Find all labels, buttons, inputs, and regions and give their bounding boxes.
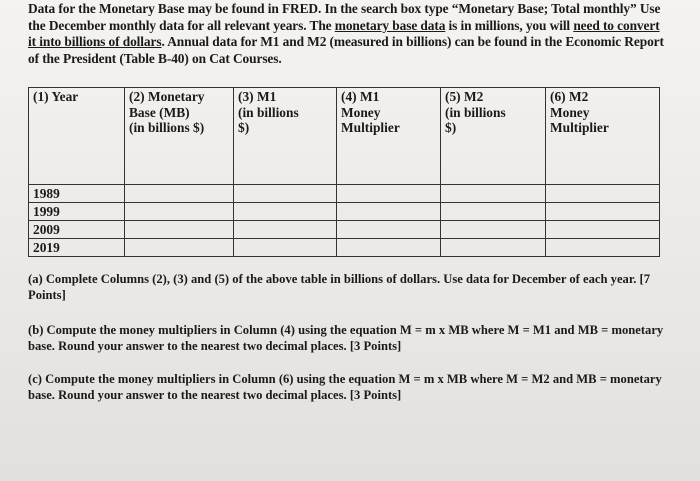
- header-m2-line2: (in billions: [445, 104, 506, 120]
- m2-multiplier-cell[interactable]: [546, 185, 660, 203]
- m2-multiplier-cell[interactable]: [546, 239, 660, 257]
- monetary-base-cell[interactable]: [125, 203, 234, 221]
- header-year: [29, 88, 125, 185]
- header-m1m-line3: Multiplier: [341, 120, 400, 135]
- m1-multiplier-cell[interactable]: [337, 185, 441, 203]
- m1-cell[interactable]: [234, 185, 337, 203]
- monetary-base-cell[interactable]: [125, 221, 234, 239]
- intro-paragraph: [28, 1, 668, 67]
- year-cell: 2019: [29, 239, 125, 257]
- monetary-base-cell[interactable]: [125, 239, 234, 257]
- intro-text-3: is in millions, you will: [445, 17, 574, 33]
- header-m1m-line2: Money: [341, 104, 381, 120]
- table-row: [29, 203, 660, 221]
- table-row: [29, 185, 660, 203]
- header-mb-line3: (in billions $): [129, 120, 205, 135]
- header-m1m-line1: (4) M1: [341, 89, 380, 104]
- header-mb-line2: Base (MB): [129, 104, 190, 120]
- question-a-text: (a) Complete Columns (2), (3) and (5) of the above table in billions of dollars. Use data for December of each year. [7 Points]: [28, 272, 651, 302]
- header-m2m-line3: Multiplier: [550, 120, 609, 135]
- question-c: [28, 372, 678, 403]
- m2-cell[interactable]: [441, 221, 546, 239]
- header-year-line1: (1) Year: [33, 89, 79, 104]
- year-cell: 1989: [29, 185, 125, 203]
- m1-cell[interactable]: [234, 239, 337, 257]
- header-m2m-line2: Money: [550, 104, 590, 120]
- header-m1-multiplier: [337, 88, 441, 185]
- intro-emphasis-december: December monthly data: [48, 17, 185, 33]
- m1-multiplier-cell[interactable]: [337, 221, 441, 239]
- m2-cell[interactable]: [441, 203, 546, 221]
- header-m1-line3: $): [238, 120, 250, 135]
- intro-text-2: for all relevant years. The: [184, 17, 335, 33]
- question-c-text: (c) Compute the money multipliers in Column (6) using the equation M = m x MB where M = M2 and MB = monetary base. Round your answer to the nearest two decimal places. [3 Points]: [28, 372, 662, 402]
- question-b: [28, 323, 678, 354]
- header-m2-line1: (5) M2: [445, 89, 484, 104]
- m1-cell[interactable]: [234, 203, 337, 221]
- intro-text-1: Data for the Monetary Base may be found in FRED. In the search box type “Monetary Base; Total monthly” Use the: [28, 1, 661, 33]
- data-table-container: [28, 87, 659, 255]
- intro-text-4: . Annual data for M1 and M2 (measured in billions) can be found in the Economic Report of the President (Table B-40) on Cat Courses.: [28, 34, 664, 66]
- m2-multiplier-cell[interactable]: [546, 221, 660, 239]
- header-m1: [234, 88, 337, 185]
- intro-underline-convert: need to convert it into billions of dollars: [28, 17, 660, 50]
- year-cell: 1999: [29, 203, 125, 221]
- header-m1-line1: (3) M1: [238, 89, 277, 104]
- m2-multiplier-cell[interactable]: [546, 203, 660, 221]
- m2-cell[interactable]: [441, 185, 546, 203]
- header-monetary-base: [125, 88, 234, 185]
- intro-underline-monetary-base: monetary base data: [334, 17, 446, 33]
- m2-cell[interactable]: [441, 239, 546, 257]
- year-cell: 2009: [29, 221, 125, 239]
- question-a: [28, 272, 678, 303]
- monetary-base-cell[interactable]: [125, 185, 234, 203]
- table-row: [29, 239, 660, 257]
- table-header-row: [29, 88, 660, 185]
- header-m1-line2: (in billions: [238, 104, 299, 120]
- question-b-text: (b) Compute the money multipliers in Column (4) using the equation M = m x MB where M = M1 and MB = monetary base. Round your answer to the nearest two decimal places. [3 Points]: [28, 323, 664, 353]
- table-row: [29, 221, 660, 239]
- header-m2m-line1: (6) M2: [550, 89, 589, 104]
- header-mb-line1: (2) Monetary: [129, 89, 205, 104]
- data-table: [28, 87, 660, 257]
- header-m2-line3: $): [445, 120, 457, 135]
- header-m2-multiplier: [546, 88, 660, 185]
- m1-multiplier-cell[interactable]: [337, 203, 441, 221]
- m1-cell[interactable]: [234, 221, 337, 239]
- m1-multiplier-cell[interactable]: [337, 239, 441, 257]
- header-m2: [441, 88, 546, 185]
